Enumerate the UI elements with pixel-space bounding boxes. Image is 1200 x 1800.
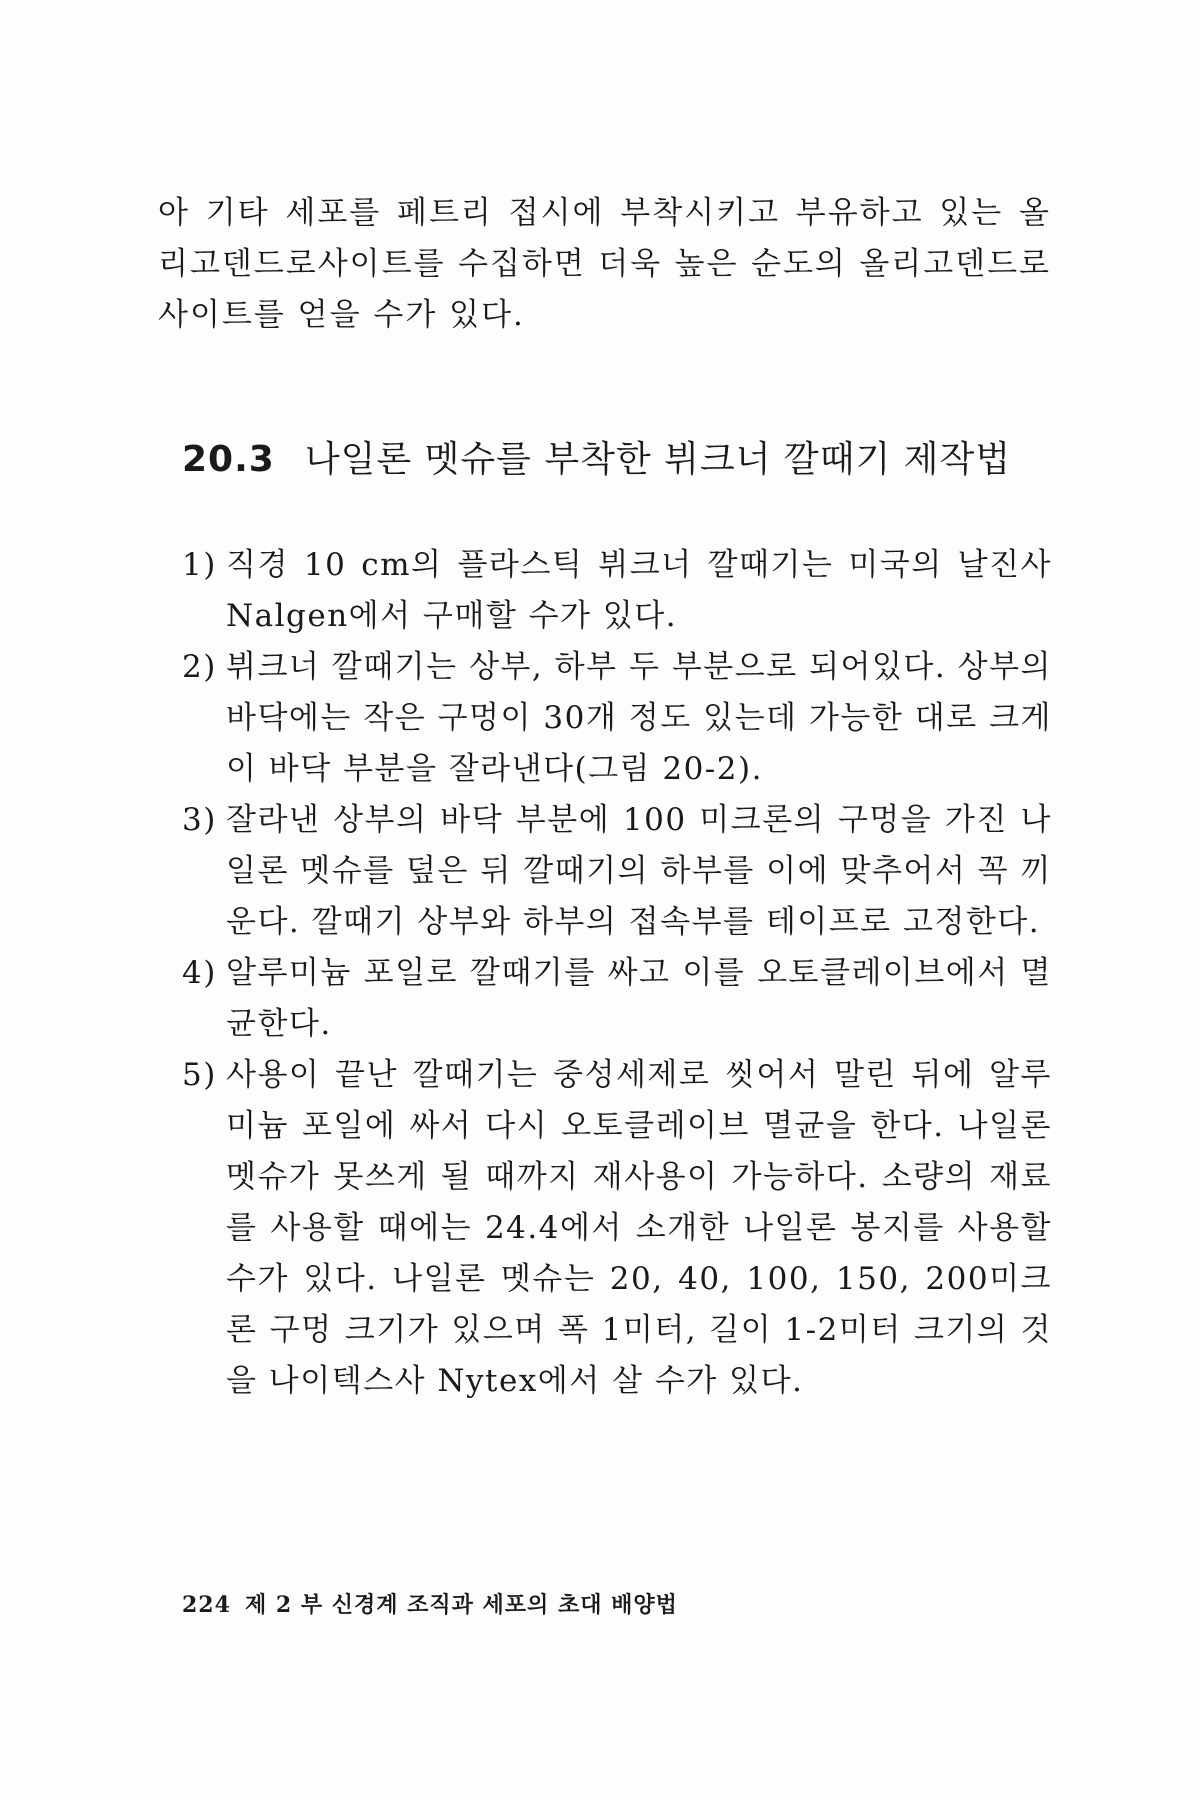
intro-paragraph bbox=[158, 188, 1051, 341]
list-item bbox=[182, 540, 1052, 642]
page-number: 224 bbox=[182, 1592, 231, 1618]
step-number: 4) bbox=[182, 955, 217, 991]
step-number: 1) bbox=[182, 547, 217, 583]
step-number: 2) bbox=[182, 649, 217, 685]
section-number: 20.3 bbox=[182, 439, 275, 480]
step-text: 잘라낸 상부의 바닥 부분에 100 미크론의 구멍을 가진 나일론 멧슈를 덮은 뒤 깔때기의 하부를 이에 맞추어서 꼭 끼운다. 깔때기 상부와 하부의 접속부를 테이프로 고정한다. bbox=[226, 802, 1052, 940]
step-text: 사용이 끝난 깔때기는 중성세제로 씻어서 말린 뒤에 알루미늄 포일에 싸서 다시 오토클레이브 멸균을 한다. 나일론 멧슈가 못쓰게 될 때까지 재사용이 가능하다. 소량의 재료를 사용할 때에는 24.4에서 소개한 나일론 봉지를 사용할 수가 있다. 나일론 멧슈는 20, 40, 100, 150, 200미크론 구멍 크기가 있으며 폭 1미터, 길이 1-2미터 크기의 것을 나이텍스사 Nytex에서 살 수가 있다. bbox=[226, 1057, 1052, 1399]
step-text: 직경 10 cm의 플라스틱 뷔크너 깔때기는 미국의 날진사 Nalgen에서 구매할 수가 있다. bbox=[226, 547, 1052, 634]
running-title: 제 2 부 신경계 조직과 세포의 초대 배양법 bbox=[244, 1592, 678, 1618]
step-text: 알루미늄 포일로 깔때기를 싸고 이를 오토클레이브에서 멸균한다. bbox=[226, 955, 1052, 1042]
list-item bbox=[182, 795, 1052, 948]
page-footer bbox=[182, 1588, 678, 1622]
step-text: 뷔크너 깔때기는 상부, 하부 두 부분으로 되어있다. 상부의 바닥에는 작은 구멍이 30개 정도 있는데 가능한 대로 크게 이 바닥 부분을 잘라낸다(그림 20-2). bbox=[226, 649, 1052, 787]
step-number: 5) bbox=[182, 1057, 217, 1093]
section-title: 나일론 멧슈를 부착한 뷔크너 깔때기 제작법 bbox=[304, 439, 1012, 480]
list-item bbox=[182, 948, 1052, 1050]
section-heading bbox=[182, 430, 1052, 490]
step-number: 3) bbox=[182, 802, 217, 838]
procedure-list bbox=[182, 540, 1052, 1407]
intro-text: 아 기타 세포를 페트리 접시에 부착시키고 부유하고 있는 올리고덴드로사이트를 수집하면 더욱 높은 순도의 올리고덴드로사이트를 얻을 수가 있다. bbox=[158, 195, 1051, 333]
list-item bbox=[182, 1050, 1052, 1407]
list-item bbox=[182, 642, 1052, 795]
